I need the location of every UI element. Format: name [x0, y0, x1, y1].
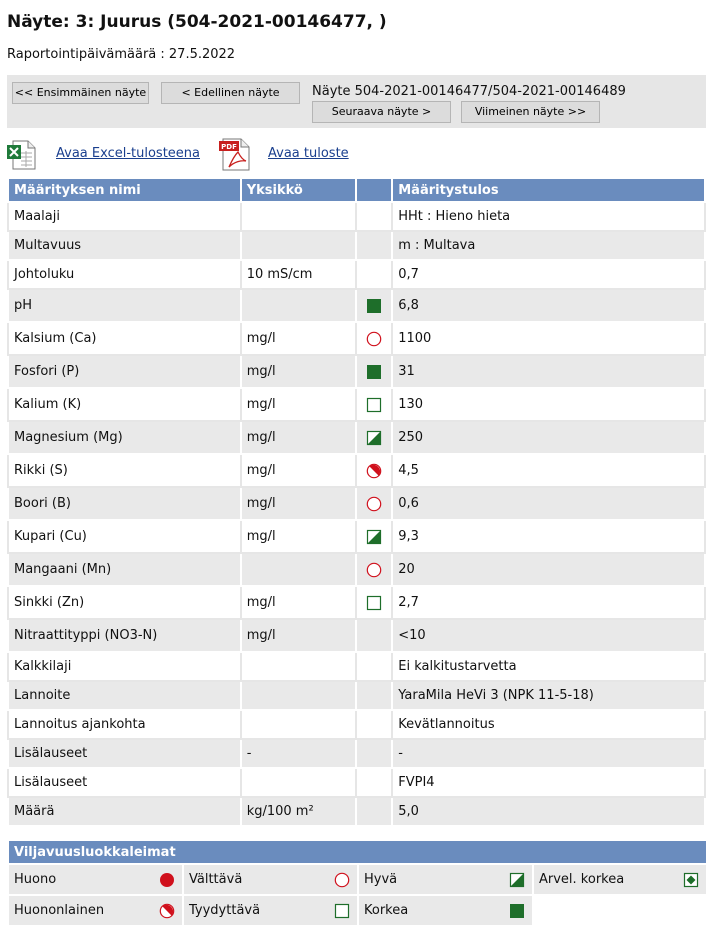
results-table — [7, 177, 706, 827]
cell-name: Kalium (K) — [8, 388, 241, 421]
cell-name: Määrä — [8, 797, 241, 826]
sample-navigation-bar — [7, 75, 706, 128]
table-row — [8, 289, 705, 322]
hyva-class-icon — [366, 430, 382, 446]
cell-result: FVPI4 — [392, 768, 705, 797]
cell-result: 0,7 — [392, 260, 705, 289]
table-row — [8, 619, 705, 652]
header-class — [356, 178, 392, 202]
export-links — [7, 138, 706, 172]
cell-unit — [241, 681, 356, 710]
cell-class-icon — [356, 681, 392, 710]
table-row — [8, 355, 705, 388]
legend-label: Hyvä — [364, 872, 398, 887]
cell-result: 31 — [392, 355, 705, 388]
table-row — [8, 231, 705, 260]
cell-result: 1100 — [392, 322, 705, 355]
cell-name: Rikki (S) — [8, 454, 241, 487]
next-sample-button[interactable]: Seuraava näyte > — [312, 101, 451, 123]
legend-title: Viljavuusluokkaleimat — [8, 840, 707, 864]
cell-class-icon — [356, 202, 392, 231]
cell-class-icon — [356, 322, 392, 355]
header-result: Määritystulos — [392, 178, 705, 202]
table-row — [8, 202, 705, 231]
cell-class-icon — [356, 739, 392, 768]
korkea-class-icon — [509, 903, 525, 919]
cell-unit: mg/l — [241, 586, 356, 619]
cell-class-icon — [356, 388, 392, 421]
legend-label: Huono — [14, 872, 57, 887]
huononlainen-class-icon — [366, 463, 382, 479]
cell-unit: - — [241, 739, 356, 768]
table-row — [8, 739, 705, 768]
huono-class-icon — [159, 872, 175, 888]
cell-name: Kalkkilaji — [8, 652, 241, 681]
table-row — [8, 421, 705, 454]
first-sample-button[interactable]: << Ensimmäinen näyte — [12, 82, 149, 104]
cell-result: - — [392, 739, 705, 768]
cell-name: Sinkki (Zn) — [8, 586, 241, 619]
cell-name: Multavuus — [8, 231, 241, 260]
pdf-file-icon[interactable] — [219, 138, 251, 171]
table-row — [8, 586, 705, 619]
legend-label: Huononlainen — [14, 903, 105, 918]
korkea-class-icon — [366, 364, 382, 380]
table-row — [8, 553, 705, 586]
cell-result: Kevätlannoitus — [392, 710, 705, 739]
cell-unit: mg/l — [241, 388, 356, 421]
header-name: Määrityksen nimi — [8, 178, 241, 202]
cell-result: YaraMila HeVi 3 (NPK 11-5-18) — [392, 681, 705, 710]
page-title: Näyte: 3: Juurus (504-2021-00146477, ) — [7, 12, 387, 32]
cell-result: 130 — [392, 388, 705, 421]
cell-name: Maalaji — [8, 202, 241, 231]
cell-unit — [241, 710, 356, 739]
cell-unit: mg/l — [241, 454, 356, 487]
valttava-class-icon — [366, 331, 382, 347]
valttava-class-icon — [366, 496, 382, 512]
cell-unit: mg/l — [241, 487, 356, 520]
excel-file-icon[interactable] — [7, 140, 37, 170]
cell-unit — [241, 652, 356, 681]
sample-number: Näyte 504-2021-00146477/504-2021-00146489 — [312, 84, 626, 99]
table-row — [8, 768, 705, 797]
svg-text:PDF: PDF — [221, 143, 237, 151]
cell-result: 6,8 — [392, 289, 705, 322]
cell-unit — [241, 768, 356, 797]
cell-unit: mg/l — [241, 520, 356, 553]
valttava-class-icon — [334, 872, 350, 888]
open-report-link[interactable]: Avaa tuloste — [268, 146, 349, 161]
cell-class-icon — [356, 652, 392, 681]
cell-class-icon — [356, 454, 392, 487]
cell-name: pH — [8, 289, 241, 322]
cell-result: 5,0 — [392, 797, 705, 826]
legend-item — [358, 895, 533, 926]
fertility-class-legend — [7, 839, 708, 927]
tyydyttava-class-icon — [334, 903, 350, 919]
legend-item — [183, 864, 358, 895]
cell-name: Lisälauseet — [8, 768, 241, 797]
cell-unit: mg/l — [241, 355, 356, 388]
korkea-class-icon — [366, 298, 382, 314]
cell-class-icon — [356, 520, 392, 553]
table-row — [8, 454, 705, 487]
cell-unit: mg/l — [241, 619, 356, 652]
cell-name: Kupari (Cu) — [8, 520, 241, 553]
cell-class-icon — [356, 289, 392, 322]
hyva-class-icon — [366, 529, 382, 545]
cell-name: Lisälauseet — [8, 739, 241, 768]
valttava-class-icon — [366, 562, 382, 578]
legend-row — [8, 895, 707, 926]
cell-result: m : Multava — [392, 231, 705, 260]
legend-item — [533, 864, 707, 895]
cell-result: HHt : Hieno hieta — [392, 202, 705, 231]
cell-name: Magnesium (Mg) — [8, 421, 241, 454]
table-row — [8, 487, 705, 520]
cell-result: <10 — [392, 619, 705, 652]
tyydyttava-class-icon — [366, 397, 382, 413]
cell-name: Lannoitus ajankohta — [8, 710, 241, 739]
hyva-class-icon — [509, 872, 525, 888]
legend-item — [183, 895, 358, 926]
cell-result: 20 — [392, 553, 705, 586]
cell-result: Ei kalkitustarvetta — [392, 652, 705, 681]
cell-result: 4,5 — [392, 454, 705, 487]
legend-empty-cell — [533, 895, 707, 926]
cell-name: Johtoluku — [8, 260, 241, 289]
cell-class-icon — [356, 553, 392, 586]
cell-name: Boori (B) — [8, 487, 241, 520]
cell-name: Nitraattityppi (NO3-N) — [8, 619, 241, 652]
legend-row — [8, 864, 707, 895]
open-excel-link[interactable]: Avaa Excel-tulosteena — [56, 146, 200, 161]
legend-item — [8, 895, 183, 926]
cell-name: Fosfori (P) — [8, 355, 241, 388]
cell-unit — [241, 231, 356, 260]
cell-class-icon — [356, 586, 392, 619]
cell-class-icon — [356, 231, 392, 260]
last-sample-button[interactable]: Viimeinen näyte >> — [461, 101, 600, 123]
legend-label: Arvel. korkea — [539, 872, 625, 887]
table-header-row — [8, 178, 705, 202]
cell-class-icon — [356, 619, 392, 652]
cell-result: 250 — [392, 421, 705, 454]
table-row — [8, 520, 705, 553]
cell-result: 2,7 — [392, 586, 705, 619]
tyydyttava-class-icon — [366, 595, 382, 611]
cell-class-icon — [356, 768, 392, 797]
cell-name: Kalsium (Ca) — [8, 322, 241, 355]
cell-unit — [241, 553, 356, 586]
cell-name: Lannoite — [8, 681, 241, 710]
legend-label: Välttävä — [189, 872, 243, 887]
cell-unit: mg/l — [241, 421, 356, 454]
arvel-korkea-class-icon — [683, 872, 699, 888]
cell-unit: 10 mS/cm — [241, 260, 356, 289]
cell-class-icon — [356, 797, 392, 826]
legend-label: Tyydyttävä — [189, 903, 261, 918]
cell-class-icon — [356, 355, 392, 388]
huononlainen-class-icon — [159, 903, 175, 919]
table-row — [8, 797, 705, 826]
cell-result: 9,3 — [392, 520, 705, 553]
cell-unit — [241, 289, 356, 322]
cell-class-icon — [356, 487, 392, 520]
cell-class-icon — [356, 260, 392, 289]
cell-result: 0,6 — [392, 487, 705, 520]
table-row — [8, 322, 705, 355]
report-date: Raportointipäivämäärä : 27.5.2022 — [7, 47, 236, 62]
table-row — [8, 260, 705, 289]
previous-sample-button[interactable]: < Edellinen näyte — [161, 82, 300, 104]
cell-unit: mg/l — [241, 322, 356, 355]
table-row — [8, 652, 705, 681]
cell-unit — [241, 202, 356, 231]
cell-name: Mangaani (Mn) — [8, 553, 241, 586]
table-row — [8, 710, 705, 739]
legend-item — [358, 864, 533, 895]
legend-item — [8, 864, 183, 895]
cell-class-icon — [356, 421, 392, 454]
table-row — [8, 388, 705, 421]
cell-unit: kg/100 m² — [241, 797, 356, 826]
table-row — [8, 681, 705, 710]
cell-class-icon — [356, 710, 392, 739]
legend-label: Korkea — [364, 903, 409, 918]
header-unit: Yksikkö — [241, 178, 356, 202]
